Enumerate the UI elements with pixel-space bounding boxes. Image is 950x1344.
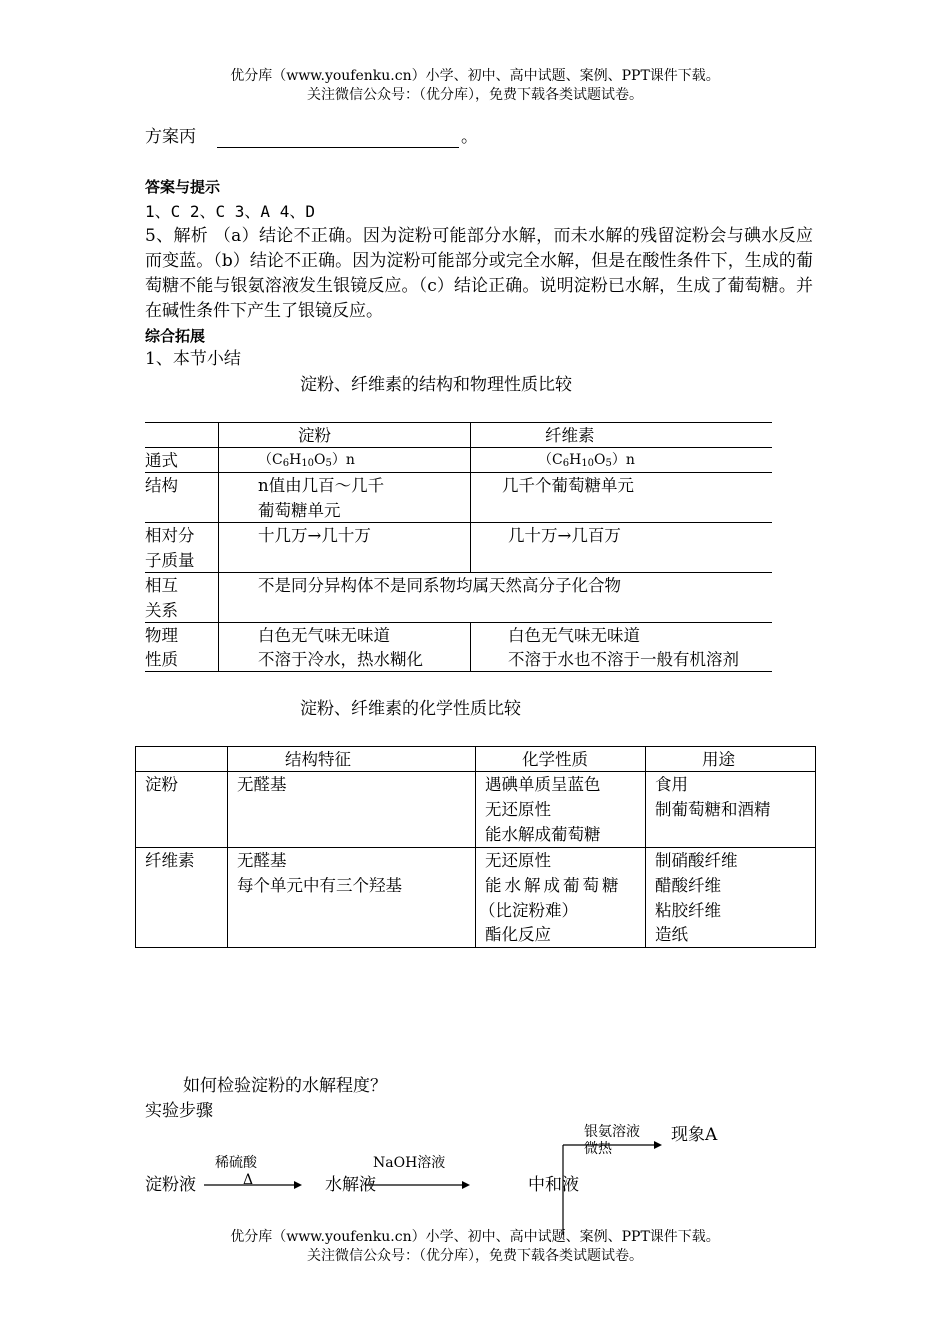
formula-tail: ）n bbox=[331, 452, 355, 468]
formula-h-sub: 10 bbox=[581, 458, 595, 469]
table2-cellulose-chem-2: 能水解成葡萄糖 bbox=[485, 876, 622, 895]
table2-starch-chem-1: 遇碘单质呈蓝色 bbox=[485, 775, 601, 794]
table1-row-formula-label: 通式 bbox=[145, 451, 178, 470]
table2-starch-chem-3: 能水解成葡萄糖 bbox=[485, 825, 601, 844]
table2-header-chem: 化学性质 bbox=[522, 750, 588, 769]
table2-row-starch-name: 淀粉 bbox=[145, 775, 178, 794]
table1-row-relation-label-1: 相互 bbox=[145, 576, 178, 595]
arrowhead-acid bbox=[294, 1181, 302, 1189]
table1-physical-cellulose-2: 不溶于水也不溶于一般有机溶剂 bbox=[508, 650, 739, 669]
formula-h: H bbox=[289, 452, 302, 468]
formula-h-sub: 10 bbox=[301, 458, 315, 469]
table2-cellulose-structure-1: 无醛基 bbox=[237, 851, 287, 870]
extension-heading: 综合拓展 bbox=[145, 327, 206, 345]
table2-cellulose-use-1: 制硝酸纤维 bbox=[655, 851, 738, 870]
table2-starch-structure: 无醛基 bbox=[237, 775, 287, 794]
table1-header-cellulose: 纤维素 bbox=[545, 426, 595, 445]
table1-physical-starch-1: 白色无气味无味道 bbox=[258, 626, 390, 645]
arrowhead-naoh bbox=[462, 1181, 470, 1189]
table2-cellulose-chem-1: 无还原性 bbox=[485, 851, 551, 870]
section-summary-label: 1、本节小结 bbox=[145, 349, 241, 369]
table1-relation: 不是同分异构体不是同系物均属天然高分子化合物 bbox=[258, 576, 621, 595]
table1-mass-cellulose: 几十万→几百万 bbox=[508, 526, 621, 545]
table1-row-structure-label: 结构 bbox=[145, 476, 178, 495]
answer-5-explanation: 5、解析 （a）结论不正确。因为淀粉可能部分水解，而未水解的残留淀粉会与碘水反应而变蓝。（b）结论不正确。因为淀粉可能部分或完全水解，但是在酸性条件下，生成的葡萄糖不能与银氨溶液发生银镜反应。（c）结论正确。说明淀粉已水解，生成了葡萄糖。并在碱性条件下产生了银镜反应。 bbox=[145, 226, 813, 321]
table2-starch-use-1: 食用 bbox=[655, 775, 688, 794]
table1-row-relation-label-2: 关系 bbox=[145, 601, 178, 620]
answers-line-1: 1、C 2、C 3、A 4、D bbox=[145, 202, 315, 221]
flow-neutralized-solution: 中和液 bbox=[528, 1175, 579, 1195]
table2-cellulose-chem-4: 酯化反应 bbox=[485, 925, 551, 944]
plan-c-period: 。 bbox=[461, 127, 478, 147]
formula-o-sub: 5 bbox=[605, 458, 612, 469]
flow-heat-symbol: Δ bbox=[243, 1172, 254, 1188]
table1-structure-cellulose: 几千个葡萄糖单元 bbox=[502, 476, 634, 495]
table1-title: 淀粉、纤维素的结构和物理性质比较 bbox=[300, 375, 572, 395]
table2-starch-use-2: 制葡萄糖和酒精 bbox=[655, 800, 771, 819]
table1-structure-starch-2: 葡萄糖单元 bbox=[258, 501, 341, 520]
formula-c: （C bbox=[258, 452, 283, 468]
table2-cellulose-use-3: 粘胶纤维 bbox=[655, 901, 721, 920]
table2-title: 淀粉、纤维素的化学性质比较 bbox=[300, 699, 521, 719]
flow-gentle-heating: 微热 bbox=[584, 1141, 612, 1157]
table1-physical-starch-2: 不溶于冷水，热水糊化 bbox=[258, 650, 423, 669]
experiment-question: 如何检验淀粉的水解程度？ bbox=[183, 1076, 387, 1096]
table1-header-starch: 淀粉 bbox=[298, 426, 331, 445]
table2-header-uses: 用途 bbox=[702, 750, 735, 769]
flow-reagent-silver-ammonia: 银氨溶液 bbox=[584, 1124, 640, 1140]
page-footer-line-2: 关注微信公众号：（优分库），免费下载各类试题试卷。 bbox=[307, 1248, 643, 1264]
table2-cellulose-structure-2: 每个单元中有三个羟基 bbox=[237, 876, 402, 895]
formula-tail: ）n bbox=[611, 452, 635, 468]
flow-hydrolysate: 水解液 bbox=[325, 1175, 376, 1195]
formula-c-sub: 6 bbox=[282, 458, 290, 469]
table1-structure-starch-1: n值由几百～几千 bbox=[258, 476, 385, 495]
page-footer-line-1: 优分库（www.youfenku.cn）小学、初中、高中试题、案例、PPT课件下载。 bbox=[230, 1229, 720, 1245]
table1-physical-cellulose-1: 白色无气味无味道 bbox=[508, 626, 640, 645]
arrowhead-silver-ammonia bbox=[654, 1141, 662, 1149]
table1-row-physical-label-2: 性质 bbox=[145, 650, 178, 669]
page-header-line-1: 优分库（www.youfenku.cn）小学、初中、高中试题、案例、PPT课件下载。 bbox=[230, 68, 720, 84]
flow-starch-solution: 淀粉液 bbox=[145, 1175, 196, 1195]
table2-cellulose-use-2: 醋酸纤维 bbox=[655, 876, 721, 895]
flow-reagent-naoh: NaOH溶液 bbox=[373, 1155, 446, 1171]
table1-row-mass-label-1: 相对分 bbox=[145, 526, 195, 545]
plan-c-label: 方案丙 bbox=[145, 127, 196, 147]
formula-h: H bbox=[569, 452, 582, 468]
formula-o: O bbox=[314, 452, 326, 468]
table2-cellulose-use-4: 造纸 bbox=[655, 925, 688, 944]
table2-header-structure: 结构特征 bbox=[285, 750, 351, 769]
table2-starch-chem-2: 无还原性 bbox=[485, 800, 551, 819]
formula-o-sub: 5 bbox=[325, 458, 332, 469]
page-header-line-2: 关注微信公众号：（优分库），免费下载各类试题试卷。 bbox=[307, 87, 643, 103]
formula-o: O bbox=[594, 452, 606, 468]
answers-heading: 答案与提示 bbox=[145, 178, 221, 196]
table2-cellulose-chem-3: （比淀粉难） bbox=[479, 901, 578, 920]
flow-reagent-dilute-sulfuric-acid: 稀硫酸 bbox=[215, 1155, 257, 1171]
flow-result-a: 现象A bbox=[671, 1125, 718, 1145]
table1-mass-starch: 十几万→几十万 bbox=[258, 526, 371, 545]
experiment-steps-label: 实验步骤 bbox=[145, 1101, 213, 1121]
formula-c: （C bbox=[538, 452, 563, 468]
table2-row-cellulose-name: 纤维素 bbox=[145, 851, 195, 870]
table1-row-physical-label-1: 物理 bbox=[145, 626, 178, 645]
formula-c-sub: 6 bbox=[562, 458, 570, 469]
table1-row-mass-label-2: 子质量 bbox=[145, 551, 195, 570]
